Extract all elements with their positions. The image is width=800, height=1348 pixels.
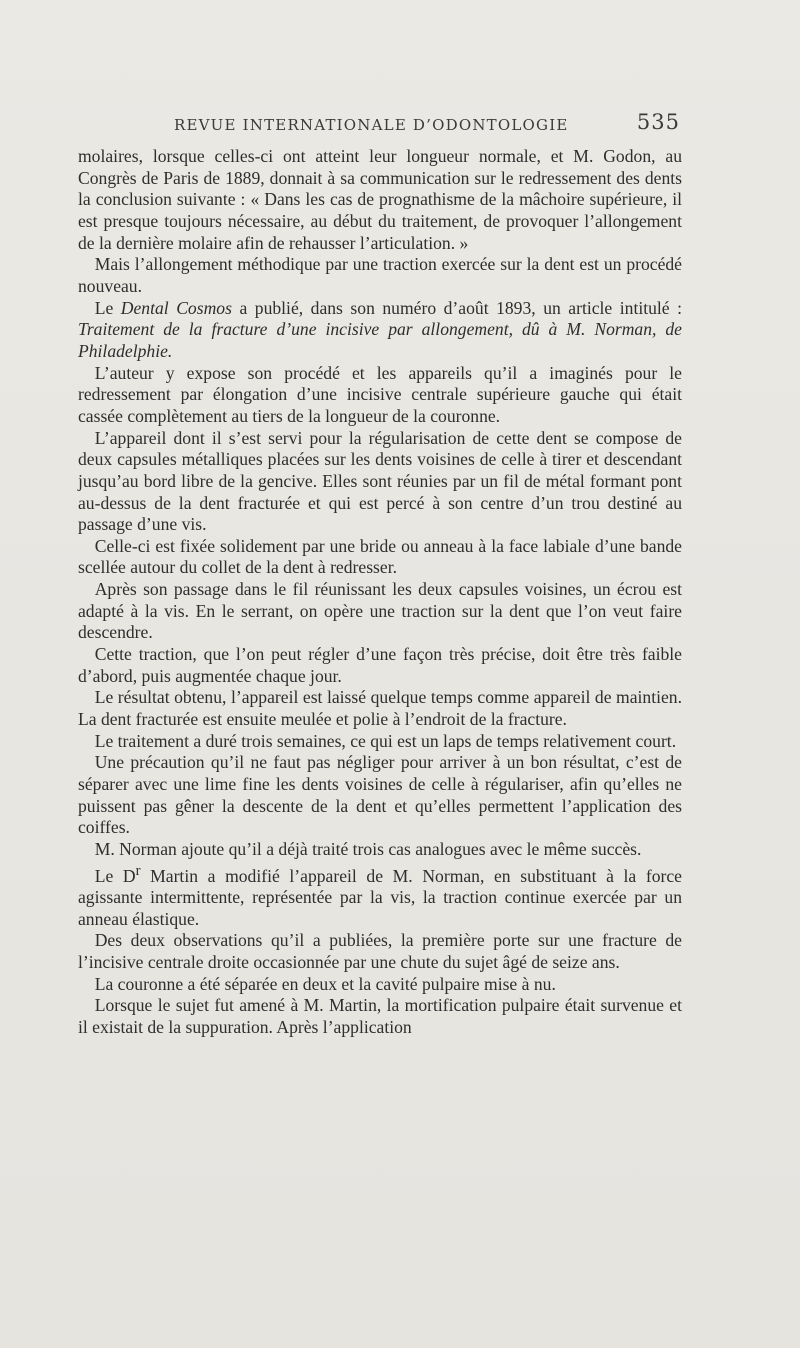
body-text [78, 146, 682, 1039]
paragraph: Après son passage dans le fil réunissant les deux capsules voisines, un écrou est adapté à la vis. En le serrant, on opère une traction sur la dent que l’on veut faire descendre. [78, 579, 682, 643]
paragraph: Une précaution qu’il ne faut pas négliger pour arriver à un bon résultat, c’est de séparer avec une lime fine les dents voisines de celle à régulariser, afin qu’elles ne puissent pas gêner la descente de la dent et qu’elles permettent l’application des coiffes. [78, 752, 682, 838]
paragraph: Mais l’allongement méthodique par une traction exercée sur la dent est un procédé nouveau. [78, 254, 682, 296]
text-run: Le D [94, 865, 136, 886]
paragraph: Lorsque le sujet fut amené à M. Martin, la mortification pulpaire était survenue et il existait de la suppuration. Après l’application [78, 995, 682, 1038]
page-number: 535 [636, 110, 680, 134]
paragraph: Cette traction, que l’on peut régler d’une façon très précise, doit être très faible d’abord, puis augmentée chaque jour. [78, 644, 682, 686]
page-header [78, 110, 682, 140]
text-run: Le [94, 297, 121, 318]
superscript: r [135, 862, 141, 879]
paragraph-continuation: molaires, lorsque celles-ci ont atteint leur longueur normale, et M. Godon, au Congrès de Paris de 1889, donnait à sa communication sur le redressement des dents la conclusion suivante : « Dans les cas de prognathisme de la mâchoire supérieure, il est presque toujours nécessaire, au début du traitement, de provoquer l’allongement de la dernière molaire afin de rehausser l’articulation. » [78, 146, 682, 253]
text-run: a publié, dans son numéro d’août 1893, un article intitulé : [231, 297, 683, 318]
paragraph: Le traitement a duré trois semaines, ce qui est un laps de temps relativement court. [94, 730, 677, 751]
paragraph: Celle-ci est fixée solidement par une bride ou anneau à la face labiale d’une bande scellée autour du collet de la dent à redresser. [78, 535, 682, 578]
journal-title: Dental Cosmos [120, 297, 232, 318]
paragraph: L’auteur y expose son procédé et les appareils qu’il a imaginés pour le redressement par élongation d’une incisive centrale supérieure gauche qui était cassée complètement au tiers de la longueur de la couronne. [78, 362, 682, 426]
paragraph: L’appareil dont il s’est servi pour la régularisation de cette dent se compose de deux capsules métalliques placées sur les dents voisines de celle à tirer et descendant jusqu’au bord libre de la gencive. Elles sont réunies par un fil de métal formant pont au-dessus de la dent fracturée et qui est percé à son centre d’un trou destiné au passage d’une vis. [78, 427, 682, 535]
article-title: Traitement de la fracture d’une incisive par allongement, dû à M. Norman, de Philadelphie. [78, 319, 682, 361]
paragraph: M. Norman ajoute qu’il a déjà traité trois cas analogues avec le même succès. [94, 839, 642, 859]
paragraph: Des deux observations qu’il a publiées, la première porte sur une fracture de l’incisive centrale droite occasionnée par une chute du sujet âgé de seize ans. [78, 930, 682, 973]
paragraph: La couronne a été séparée en deux et la cavité pulpaire mise à nu. [94, 973, 556, 994]
paragraph-dr-martin [78, 861, 682, 931]
paragraph: Le résultat obtenu, l’appareil est laissé quelque temps comme appareil de maintien. La dent fracturée est ensuite meulée et polie à l’endroit de la fracture. [78, 687, 682, 730]
running-title: REVUE INTERNATIONALE D’ODONTOLOGIE [174, 116, 569, 134]
paragraph-dental-cosmos [78, 298, 682, 363]
text-run: Martin a modifié l’appareil de M. Norman, en substituant à la force agissante intermittente, représentée par la vis, la traction continue exercée par un anneau élastique. [78, 865, 682, 929]
